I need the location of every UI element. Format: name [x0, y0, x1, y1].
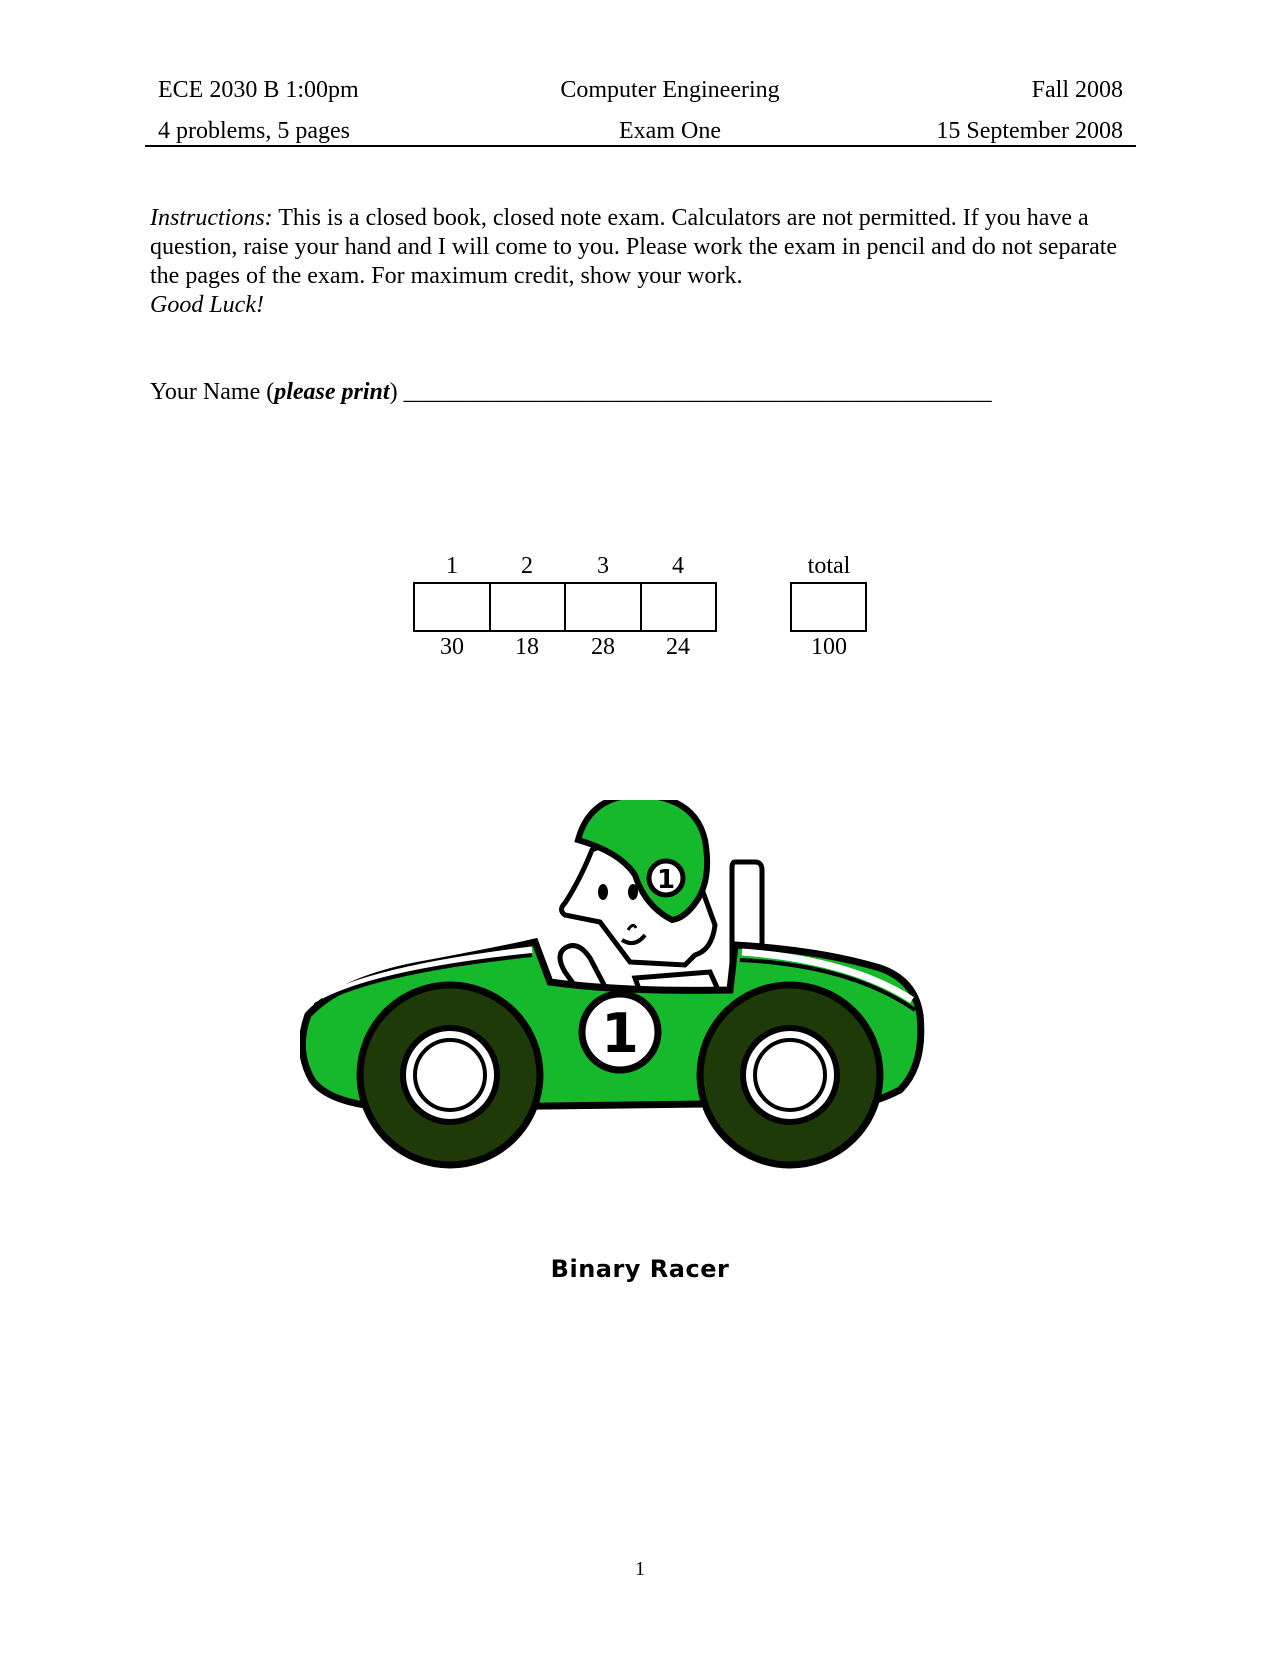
driver-eye	[598, 884, 608, 900]
name-field[interactable]	[150, 378, 992, 406]
name-blank-line[interactable]: _________________________________________________	[403, 379, 992, 405]
front-wheel	[360, 985, 540, 1165]
problem-label: 4	[672, 553, 684, 579]
total-label: total	[807, 553, 851, 579]
problem-points: 18	[515, 634, 539, 660]
problem-label: 1	[446, 553, 458, 579]
problem-label: 2	[521, 553, 533, 579]
illustration-caption: Binary Racer	[550, 1255, 730, 1283]
score-cell[interactable]	[640, 584, 715, 630]
header-department: Computer Engineering	[560, 77, 780, 103]
page-number: 1	[635, 1558, 645, 1580]
instructions-label: Instructions:	[150, 205, 273, 231]
problem-points: 28	[591, 634, 615, 660]
instructions-text: This is a closed book, closed note exam. Calculators are not permitted. If you have a question, raise your hand and I will come to you. Please work the exam in pencil and do not separate the pages of the exam. For maximum credit, show your work.	[150, 205, 1118, 289]
name-label-prefix: Your Name (	[150, 379, 275, 405]
header-rule	[145, 145, 1136, 147]
binary-racer-illustration	[300, 800, 980, 1240]
instructions-block	[150, 204, 1140, 320]
problem-points: 30	[440, 634, 464, 660]
header-date: 15 September 2008	[936, 118, 1123, 144]
total-points: 100	[811, 634, 847, 660]
name-label-suffix: )	[389, 379, 404, 405]
good-luck-text: Good Luck!	[150, 292, 264, 318]
problem-points: 24	[666, 634, 690, 660]
problem-label: 3	[597, 553, 609, 579]
total-score-box[interactable]	[790, 582, 867, 632]
score-cell[interactable]	[564, 584, 640, 630]
rear-wheel	[700, 985, 880, 1165]
header-term: Fall 2008	[1031, 77, 1123, 103]
name-label-emphasis: please print	[274, 379, 390, 405]
problem-score-boxes	[413, 582, 717, 632]
helmet-number: 1	[656, 865, 676, 895]
score-cell[interactable]	[489, 584, 564, 630]
car-number: 1	[601, 1002, 639, 1065]
header-course: ECE 2030 B 1:00pm	[158, 77, 359, 103]
header-problem-count: 4 problems, 5 pages	[158, 118, 350, 144]
header-exam-title: Exam One	[619, 118, 721, 144]
